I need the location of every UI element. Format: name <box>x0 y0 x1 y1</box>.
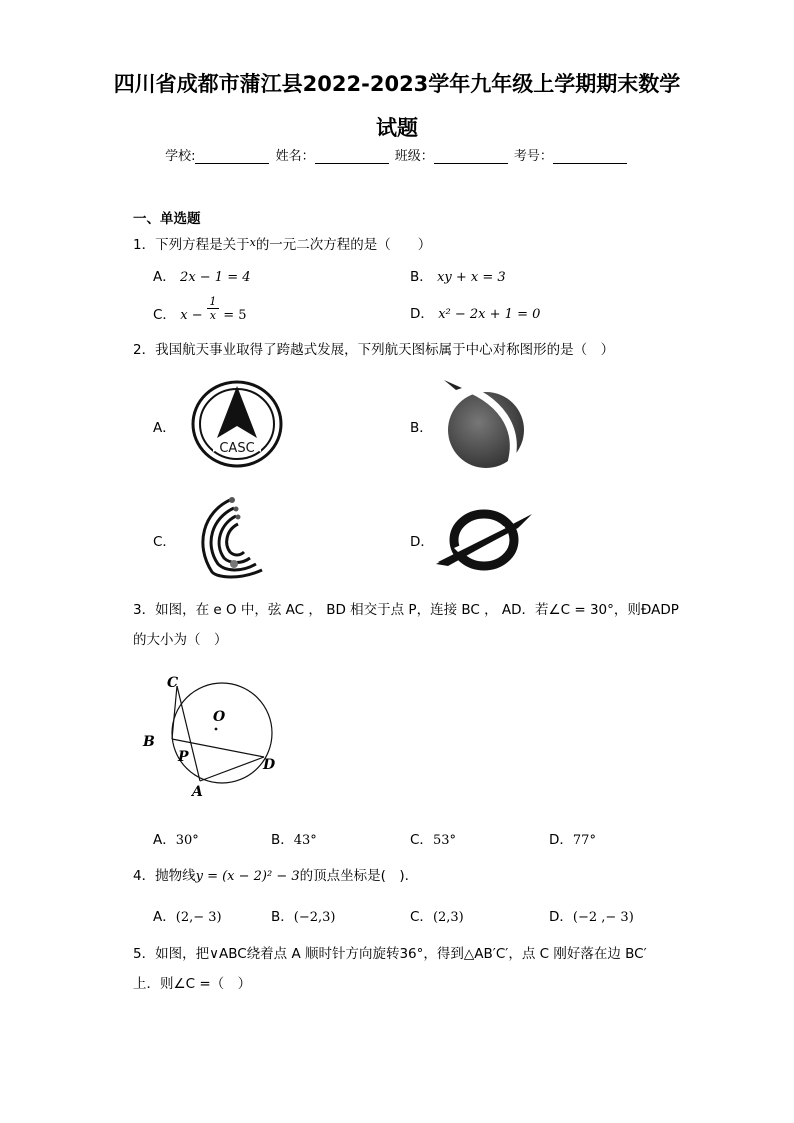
q2-option-b-letter[interactable]: B． <box>410 420 433 436</box>
planet-logo-icon <box>440 378 530 470</box>
q1-option-c-denominator: x <box>209 309 216 322</box>
school-label: 学校: <box>165 149 196 164</box>
q1-option-d[interactable] <box>410 302 540 322</box>
q1-stem-end: 的一元二次方程的是（ ） <box>255 237 432 253</box>
q4-option-c-value: (2,3) <box>432 910 464 925</box>
q3-option-b-letter: B． <box>271 832 294 848</box>
q3-option-a-letter: A． <box>153 832 176 848</box>
casc-logo-icon <box>191 380 283 468</box>
q3-circle-figure <box>136 668 286 800</box>
orbit-slash-logo-icon <box>434 508 536 572</box>
q1-option-a-letter: A． <box>153 269 176 285</box>
q1-option-c-left: x − <box>180 308 203 323</box>
number-blank[interactable] <box>553 149 627 164</box>
q1-option-c-numerator: 1 <box>207 295 219 309</box>
label-c: C <box>167 675 179 691</box>
q3-option-b[interactable] <box>271 828 317 848</box>
q2-stem: 2．我国航天事业取得了跨越式发展，下列航天图标属于中心对称图形的是（ ） <box>133 342 615 358</box>
q2-option-a-letter[interactable]: A． <box>153 420 176 436</box>
q5-stem-line2: 上．则∠C =（ ） <box>133 976 252 992</box>
q3-option-c-value: 53° <box>432 833 456 848</box>
q4-option-a-value: (2,− 3) <box>175 910 222 925</box>
segment-ad <box>200 757 264 781</box>
q3-option-d-letter: D． <box>549 832 573 848</box>
q1-option-d-letter: D． <box>410 306 434 322</box>
q4-option-d-letter: D． <box>549 909 573 925</box>
student-info-row <box>0 145 794 164</box>
q1-option-d-expr: x² − 2x + 1 = 0 <box>438 307 541 322</box>
name-blank[interactable] <box>315 149 389 164</box>
q1-option-c-fraction <box>207 295 219 323</box>
q3-option-a-value: 30° <box>175 833 199 848</box>
q2-option-d-letter[interactable]: D． <box>410 534 434 550</box>
circle-o-shape <box>172 683 272 783</box>
label-p: P <box>178 749 189 765</box>
q3-option-c-letter: C． <box>410 832 433 848</box>
center-point <box>215 728 218 731</box>
exam-title-line1: 四川省成都市蒲江县2022-2023学年九年级上学期期末数学 <box>113 72 681 96</box>
q1-option-b-expr: xy + x = 3 <box>437 270 506 285</box>
label-o: O <box>213 709 226 725</box>
q3-option-d-value: 77° <box>572 833 596 848</box>
q4-option-d-value: (−2 ,− 3) <box>572 910 634 925</box>
q4-option-d[interactable] <box>549 905 634 925</box>
q1-option-b-letter: B． <box>410 269 433 285</box>
q4-option-c-letter: C． <box>410 909 433 925</box>
name-label: 姓名： <box>275 149 315 164</box>
q4-expression: y = (x − 2)² − 3 <box>195 869 300 884</box>
q1-option-c-right: = 5 <box>223 308 247 323</box>
q4-option-a-letter: A． <box>153 909 176 925</box>
q4-option-a[interactable] <box>153 905 222 925</box>
q4-option-b-letter: B． <box>271 909 294 925</box>
q3-stem-line1: 3．如图，在 e O 中，弦 AC ， BD 相交于点 P，连接 BC ， AD．若∠C = 30°，则ÐADP <box>133 602 679 618</box>
q4-option-b[interactable] <box>271 905 335 925</box>
q5-stem-line1: 5．如图，把∨ABC绕着点 A 顺时针方向旋转36°，得到△AB′C′，点 C 刚好落在边 BC′ <box>133 946 647 962</box>
q1-option-c[interactable] <box>153 295 246 327</box>
q3-stem-line2: 的大小为（ ） <box>133 632 228 648</box>
q1-var: x <box>249 236 256 249</box>
label-d: D <box>263 757 276 773</box>
orbit-rings-logo-icon <box>190 494 270 580</box>
q1-option-a-expr: 2x − 1 = 4 <box>180 270 251 285</box>
q4-option-c[interactable] <box>410 905 464 925</box>
q3-option-d[interactable] <box>549 828 596 848</box>
q1-option-a[interactable] <box>153 265 251 285</box>
label-b: B <box>143 734 155 750</box>
q4-stem-start: 4．抛物线 <box>133 868 196 884</box>
number-label: 考号： <box>513 149 553 164</box>
school-blank[interactable] <box>195 149 269 164</box>
exam-title-line2: 试题 <box>376 116 418 140</box>
class-label: 班级： <box>394 149 434 164</box>
q3-option-b-value: 43° <box>293 833 317 848</box>
q3-option-a[interactable] <box>153 828 199 848</box>
q1-stem-start: 1．下列方程是关于 <box>133 237 250 253</box>
casc-logo-text: CASC <box>219 441 255 456</box>
section-title: 一、单选题 <box>133 211 201 227</box>
q1-stem <box>133 233 431 253</box>
q4-stem <box>133 864 409 884</box>
q4-stem-end: 的顶点坐标是( ). <box>299 868 409 884</box>
class-blank[interactable] <box>434 149 508 164</box>
q1-option-c-letter: C． <box>153 307 176 323</box>
chord-ac <box>177 686 200 781</box>
q1-option-b[interactable] <box>410 265 506 285</box>
q3-option-c[interactable] <box>410 828 456 848</box>
q2-option-c-letter[interactable]: C． <box>153 534 176 550</box>
q4-option-b-value: (−2,3) <box>293 910 336 925</box>
label-a: A <box>192 784 203 800</box>
